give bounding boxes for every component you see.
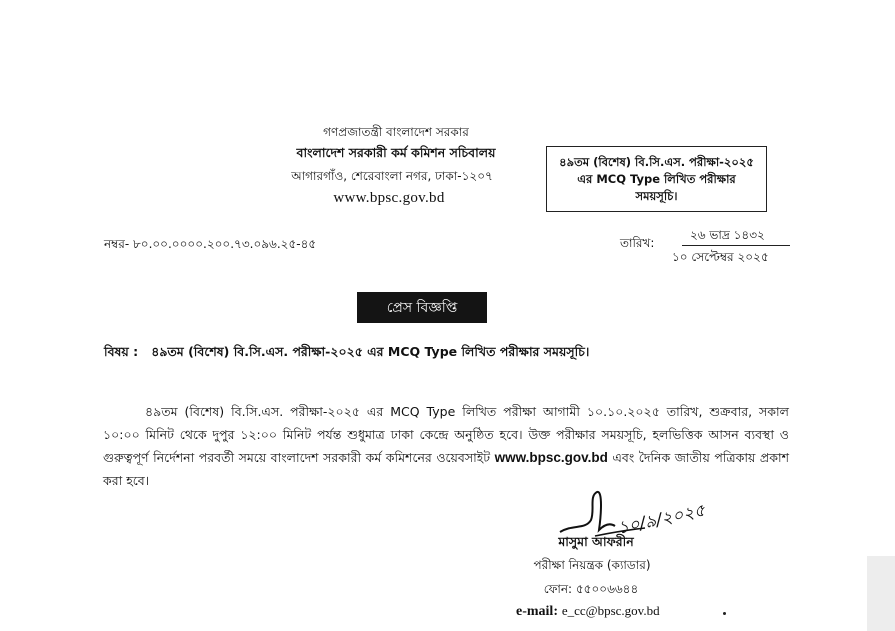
body-paragraph: [103, 400, 789, 492]
press-release-badge: [357, 292, 487, 323]
email-address[interactable]: e_cc@bpsc.gov.bd: [561, 603, 660, 618]
exam-title-box-line1: ৪৯তম (বিশেষ) বি.সি.এস. পরীক্ষা-২০২৫: [559, 154, 754, 169]
date-bangla: ২৬ ভাদ্র ১৪৩২: [690, 228, 765, 242]
government-title: গণপ্রজাতন্ত্রী বাংলাদেশ সরকার: [323, 125, 469, 139]
email-label: e-mail:: [516, 604, 558, 619]
signatory-phone: ফোন: ৫৫০০৬৬৪৪: [543, 582, 639, 596]
stray-dot: [723, 612, 726, 615]
memo-number: নম্বর- ৮০.০০.০০০০.২০০.৭৩.০৯৬.২৫-৪৫: [104, 237, 317, 251]
exam-title-box-line3: সময়সূচি।: [635, 188, 678, 203]
signatory-email-line: [516, 603, 660, 620]
office-address: আগারগাঁও, শেরেবাংলা নগর, ঢাকা-১২০৭: [291, 169, 493, 183]
header-website[interactable]: www.bpsc.gov.bd: [333, 190, 445, 206]
date-gregorian: ১০ সেপ্টেম্বর ২০২৫: [672, 250, 769, 264]
handwritten-date: ১০/৯/২০২৫: [615, 500, 707, 539]
commission-title: বাংলাদেশ সরকারী কর্ম কমিশন সচিবালয়: [296, 145, 496, 160]
signatory-name: মাসুমা আফরীন: [558, 534, 634, 549]
subject-line: [104, 344, 589, 364]
subject-text: ৪৯তম (বিশেষ) বি.সি.এস. পরীক্ষা-২০২৫ এর MCQ Type লিখিত পরীক্ষার সময়সূচি।: [151, 344, 590, 359]
date-label: তারিখ:: [620, 236, 655, 250]
subject-label: বিষয় :: [104, 344, 139, 359]
press-release-label: প্রেস বিজ্ঞপ্তি: [386, 299, 458, 316]
date-divider: [682, 245, 790, 246]
body-website-link[interactable]: www.bpsc.gov.bd: [494, 450, 608, 465]
signatory-designation: পরীক্ষা নিয়ন্ত্রক (ক্যাডার): [533, 558, 651, 572]
body-text-part1: ৪৯তম (বিশেষ) বি.সি.এস. পরীক্ষা-২০২৫ এর MCQ Type লিখিত পরীক্ষা আগামী ১০.১০.২০২৫ তারিখ, শুক্রবার, সকাল ১০:০০ মিনিট থেকে দুপুর ১২:০০ মিনিট পর্যন্ত শুধুমাত্র ঢাকা কেন্দ্রে অনুষ্ঠিত হবে। উক্ত পরীক্ষার সময়সূচি, হলভিত্তিক আসন ব্যবস্থা ও গুরুত্বপূর্ণ নির্দেশনা পরবর্তী সময়ে বাংলাদেশ সরকারী কর্ম কমিশনের ওয়েবসাইট: [103, 404, 789, 465]
body-text-part2: এবং দৈনিক জাতীয় পত্রিকায় প্রকাশ করা হবে।: [103, 450, 789, 488]
exam-title-box-line2: এর MCQ Type লিখিত পরীক্ষার: [577, 171, 736, 186]
exam-title-box: [546, 146, 767, 212]
page-edge-shadow: [867, 556, 895, 631]
